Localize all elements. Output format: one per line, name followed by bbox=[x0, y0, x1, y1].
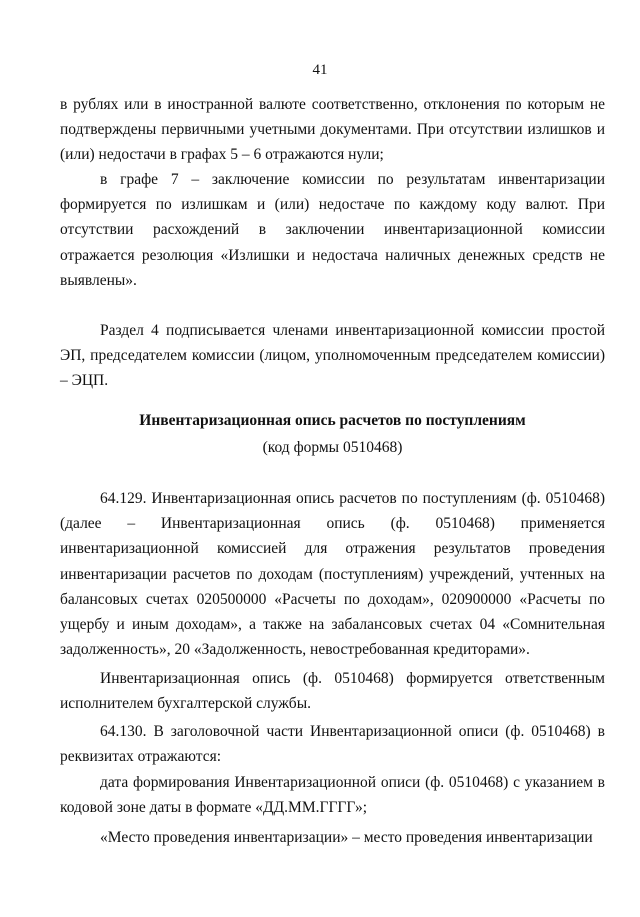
paragraph-responsible-executor: Инвентаризационная опись (ф. 0510468) формируется ответственным исполнителем бухгалтерской службы. bbox=[60, 670, 605, 713]
paragraph-64-130: 64.130. В заголовочной части Инвентаризационной описи (ф. 0510468) в реквизитах отражаются: bbox=[60, 723, 605, 766]
paragraph-64-129: 64.129. Инвентаризационная опись расчетов по поступлениям (ф. 0510468) (далее – Инвентаризационная опись (ф. 0510468) применяется инвентаризационной комиссией для отражения результатов проведения инвентаризации расчетов по доходам (поступлениям) учреждений, учтенных на балансовых счетах 020500000 «Расчеты по доходам», 020900000 «Расчеты по ущербу и иным доходам», а также на забалансовых счетах 04 «Сомнительная задолженность», 20 «Задолженность, невостребованная кредиторами». bbox=[60, 490, 605, 659]
section-subtitle: (код формы 0510468) bbox=[262, 439, 403, 456]
section-title: Инвентаризационная опись расчетов по поступлениям bbox=[139, 412, 526, 429]
paragraph-formation-date: дата формирования Инвентаризационной описи (ф. 0510468) с указанием в кодовой зоне даты в формате «ДД.ММ.ГГГГ»; bbox=[60, 774, 605, 817]
paragraph-section-4-signing: Раздел 4 подписывается членами инвентаризационной комиссии простой ЭП, председателем комиссии (лицом, уполномоченным председателем комиссии) – ЭЦП. bbox=[60, 322, 605, 390]
page-number: 41 bbox=[312, 62, 328, 78]
paragraph-currency-deviation: в рублях или в иностранной валюте соответственно, отклонения по которым не подтверждены первичными учетными документами. При отсутствии излишков и (или) недостачи в графах 5 – 6 отражаются нули; bbox=[60, 96, 605, 164]
paragraph-inventory-location: «Место проведения инвентаризации» – место проведения инвентаризации bbox=[100, 829, 593, 846]
paragraph-column-7: в графе 7 – заключение комиссии по результатам инвентаризации формируется по излишкам и (или) недостаче по каждому коду валют. При отсутствии расхождений в заключении инвентаризационной комиссии отражается резолюция «Излишки и недостача наличных денежных средств не выявлены». bbox=[60, 171, 605, 289]
